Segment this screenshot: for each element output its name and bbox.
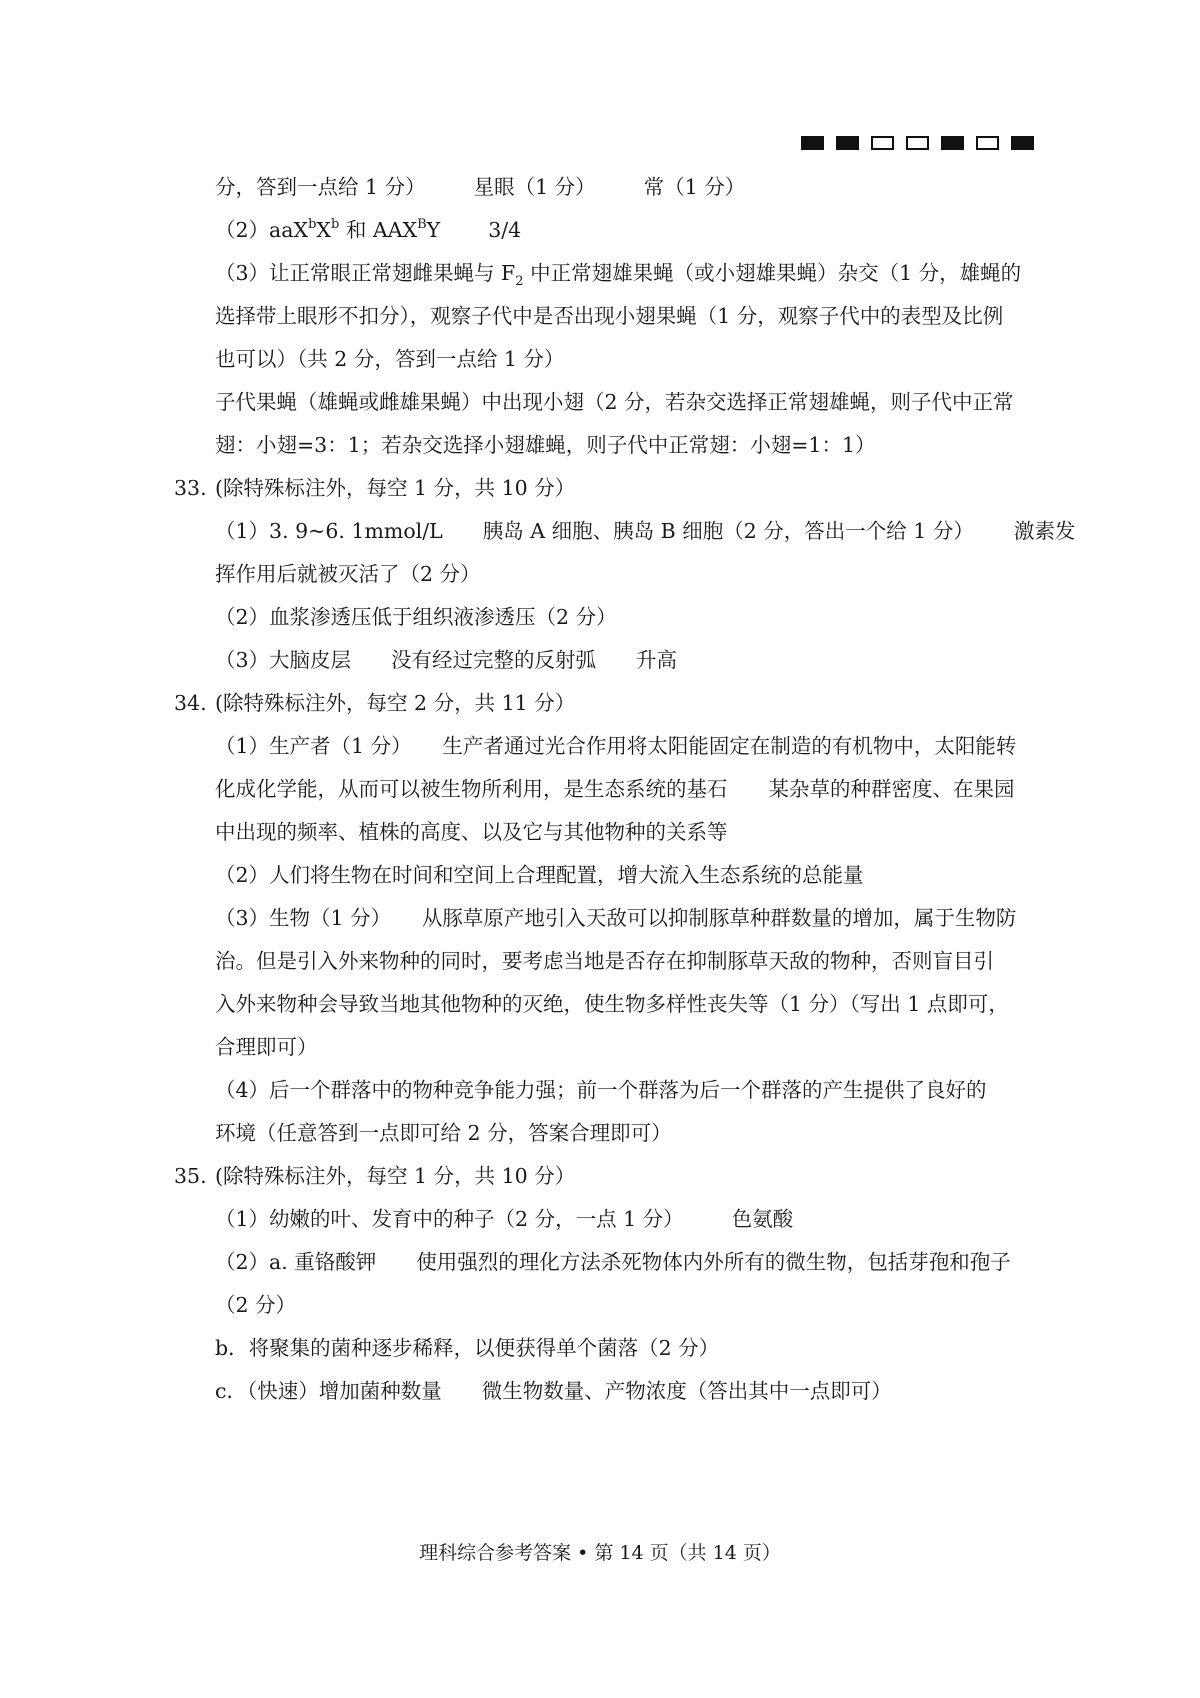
answer-line: 入外来物种会导致当地其他物种的灭绝，使生物多样性丧失等（1 分）（写出 1 点即可， [215,992,1009,1016]
answer-text: 3/4 [488,218,522,242]
answer-line: 合理即可） [215,1035,318,1059]
superscript: B [417,217,427,232]
answer-text: （2）aaX [215,218,309,242]
answer-line: 治。但是引入外来物种的同时，要考虑当地是否存在抑制豚草天敌的物种，否则盲目引 [215,949,994,973]
answer-text: 胰岛 A 细胞、胰岛 B 细胞（2 分，答出一个给 1 分） [482,519,974,543]
superscript: b [308,217,317,232]
answer-text: 和 AAX [339,218,418,242]
answer-line [215,1370,1035,1413]
answer-line [215,510,1076,553]
answer-line: 子代果蝇（雄蝇或雌雄果蝇）中出现小翅（2 分，若杂交选择正常翅雄蝇，则子代中正常 [215,390,1014,414]
answer-line: （2 分） [215,1293,297,1317]
page-footer: 理科综合参考答案 • 第 14 页（共 14 页） [419,1542,781,1564]
mark-empty [871,136,894,150]
answer-line [215,209,1035,252]
answer-line: 也可以）（共 2 分，答到一点给 1 分） [215,347,565,371]
mark-empty [906,136,929,150]
answer-text: 星眼（1 分） [473,175,596,199]
answer-text: 常（1 分） [643,175,746,199]
answer-text: 微生物数量、产物浓度（答出其中一点即可） [481,1379,892,1403]
answer-text: （3）让正常眼正常翅雌果蝇与 F [215,261,516,285]
superscript: b [331,217,340,232]
answer-line: （2）血浆渗透压低于组织液渗透压（2 分） [215,605,617,629]
answer-text: 没有经过完整的反射弧 [391,648,597,672]
mark-filled [1011,136,1034,150]
answer-line: 选择带上眼形不扣分），观察子代中是否出现小翅果蝇（1 分，观察子代中的表型及比例 [215,304,1004,328]
mark-filled [941,136,964,150]
answer-line: b．将聚集的菌种逐步稀释，以便获得单个菌落（2 分） [215,1336,720,1360]
answer-text: （2）a. 重铬酸钾 [215,1250,377,1274]
answer-line [215,639,1035,682]
question-number: 34. [174,691,207,715]
answer-text: （3）大脑皮层 [215,648,352,672]
answer-line: （4）后一个群落中的物种竞争能力强；前一个群落为后一个群落的产生提供了良好的 [215,1078,987,1102]
answer-line: 中出现的频率、植株的高度、以及它与其他物种的关系等 [215,820,728,844]
answer-line [215,1241,1035,1284]
answer-line [215,252,1035,295]
answer-text: Y [426,218,441,242]
answer-line: （1）生产者（1 分） 生产者通过光合作用将太阳能固定在制造的有机物中，太阳能转 [215,734,1017,758]
answer-text: X [316,218,332,242]
answer-text: （1）3. 9~6. 1mmol/L [215,519,443,543]
answer-line: 挥作用后就被灭活了（2 分） [215,562,481,586]
answer-text: 分，答到一点给 1 分） [215,175,426,199]
mark-filled [801,136,824,150]
answer-text: 激素发 [1013,519,1076,543]
mark-filled [836,136,859,150]
question-note: (除特殊标注外，每空 1 分，共 10 分） [215,476,576,500]
answer-text: 色氨酸 [731,1207,794,1231]
answer-text: 使用强烈的理化方法杀死物体内外所有的微生物，包括芽孢和孢子 [416,1250,1011,1274]
question-heading [174,682,1035,725]
answer-text: c．（快速）增加菌种数量 [215,1379,442,1403]
answer-text: 升高 [636,648,678,672]
question-heading [174,1155,1035,1198]
answer-line: 翅：小翅=3：1；若杂交选择小翅雄蝇，则子代中正常翅：小翅=1：1） [215,433,876,457]
header-marks [801,136,1034,150]
answer-content [174,166,1076,1413]
question-number: 33. [174,476,207,500]
answer-text: 中正常翅雄果蝇（或小翅雄果蝇）杂交（1 分，雄蝇的 [523,261,1022,285]
question-note: (除特殊标注外，每空 2 分，共 11 分） [215,691,576,715]
question-heading [174,467,1035,510]
subscript: 2 [515,274,524,289]
question-note: (除特殊标注外，每空 1 分，共 10 分） [215,1164,576,1188]
answer-line: 环境（任意答到一点即可给 2 分，答案合理即可） [215,1121,672,1145]
answer-line [215,1198,1035,1241]
answer-line [215,166,1035,209]
answer-text: （1）幼嫩的叶、发育中的种子（2 分，一点 1 分） [215,1207,684,1231]
question-number: 35. [174,1164,207,1188]
answer-line: （3）生物（1 分） 从豚草原产地引入天敌可以抑制豚草种群数量的增加，属于生物防 [215,906,1017,930]
mark-empty [976,136,999,150]
answer-line: （2）人们将生物在时间和空间上合理配置，增大流入生态系统的总能量 [215,863,864,887]
answer-line: 化成化学能，从而可以被生物所利用，是生态系统的基石 某杂草的种群密度、在果园 [215,777,1015,801]
